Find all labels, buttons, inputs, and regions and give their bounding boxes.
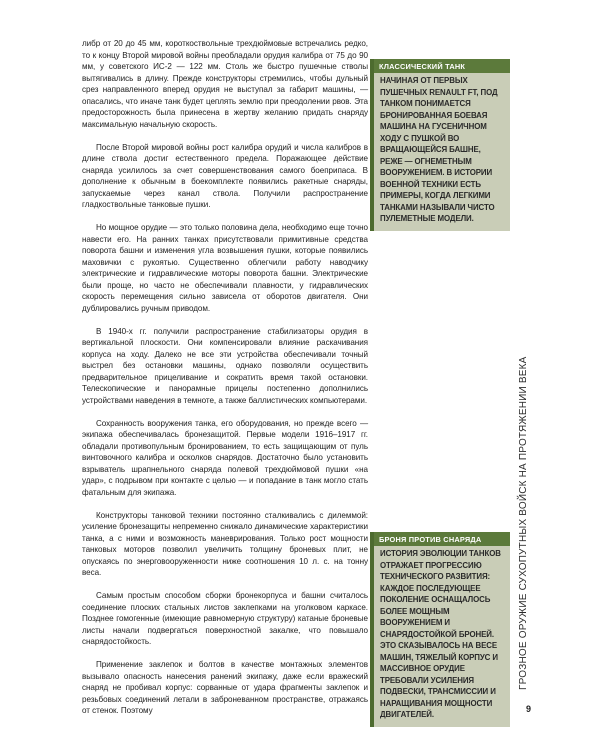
- paragraph-6: Конструкторы танковой техники постоянно сталкивались с дилеммой: усиление бронезащиты непременно снижало динамические характеристики танка, а с ними и возможность маневрирования. Только рост мощности танковых моторов позволил увеличить толщину броневых плит, не опускаясь по энерговооруженности ниже соотношения 10 л. с. на тонну веса.: [82, 510, 368, 577]
- paragraph-2: После Второй мировой войны рост калибра орудий и числа калибров в длине ствола достиг естественного предела. Поражающее действие снаряда усилилось за счет совершенствования самого боеприпаса. В дополнение к обычным в боекомплекте появились ракетные снаряды, запускаемые через канал ствола. Получили распространение гладкоствольные танковые пушки.: [82, 142, 368, 209]
- sidebar-box-classic-tank: [370, 59, 510, 231]
- sidebar-box-body: ИСТОРИЯ ЭВОЛЮЦИИ ТАНКОВ ОТРАЖАЕТ ПРОГРЕССИЮ ТЕХНИЧЕСКОГО РАЗВИТИЯ: КАЖДОЕ ПОСЛЕДУЮЩЕЕ ПОКОЛЕНИЕ ОСНАЩАЛОСЬ БОЛЕЕ МОЩНЫМ ВООРУЖЕНИЕМ И СНАРЯДОСТОЙКОЙ БРОНЕЙ. ЭТО СКАЗЫВАЛОСЬ НА ВЕСЕ МАШИН, ТЯЖЕЛЫЙ КОРПУС И МАССИВНОЕ ОРУДИЕ ТРЕБОВАЛИ УСИЛЕНИЯ ПОДВЕСКИ, ТРАНСМИССИИ И НАРАЩИВАНИЯ МОЩНОСТИ ДВИГАТЕЛЕЙ.: [380, 549, 501, 719]
- paragraph-8: Применение заклепок и болтов в качестве монтажных элементов вызывало опасность нанесения ранений экипажу, даже если вражеский снаряд не пробивал корпус: сорванные от удара фрагменты заклепок и резьбовых соединений летали в заброневанном пространстве, отражаясь от стенок. Поэтому: [82, 660, 368, 715]
- paragraph-3: Но мощное орудие — это только половина дела, необходимо еще точно навести его. На ранних танках присутствовали примитивные средства поворота башни и изменения угла возвышения пушки, которые появились маховички с рукоятью. Существенно облегчили работу наводчику электрические и гидравлические моторы поворота башни. Электрические были проще, но часто не обеспечивали плавности, у гидравлических скорость перемещения сильно зависела от оборотов двигателя. Они дублировались ручным приводом.: [82, 223, 368, 313]
- running-title: ГРОЗНОЕ ОРУЖИЕ СУХОПУТНЫХ ВОЙСК НА ПРОТЯЖЕНИИ ВЕКА: [518, 356, 529, 690]
- sidebar-box-armor-vs-shell: [370, 532, 510, 727]
- paragraph-7: Самым простым способом сборки бронекорпуса и башни считалось соединение плоских стальных листов заклепками на уголковом каркасе. Позднее гомогенные (имеющие равномерную структуру) катаные броневые листы начали подвергаться поверхностной закалке, что повышало снарядостойкость.: [82, 591, 368, 646]
- sidebar-box-title: КЛАССИЧЕСКИЙ ТАНК: [374, 59, 510, 73]
- paragraph-1: либр от 20 до 45 мм, короткоствольные трехдюймовые встречались редко, то к концу Второй мировой войны преобладали орудия калибра от 75 до 90 мм, у советского ИС-2 — 122 мм. Столь же быстро пушечные стволы вытягивались в длину. Прежде конструкторы стремились, чтобы дульный срез направленного вперед орудия не выступал за габарит машины, — опасались, что иначе танк будет цеплять землю при преодолении рвов. Эта предосторожность была принесена в жертву желанию придать снаряду максимальную начальную скорость.: [82, 39, 368, 129]
- page-number: 9: [526, 704, 532, 714]
- paragraph-4: В 1940-х гг. получили распространение стабилизаторы орудия в вертикальной плоскости. Они компенсировали влияние раскачивания корпуса на ходу. Далеко не все эти устройства обеспечивали точный выстрел без остановки машины, однако позволяли осуществить предварительное прицеливание и сократить время такой остановки. Телескопические и панорамные прицелы постепенно дополнились устройствами наведения в темноте, а также баллистических компьютерами.: [82, 326, 368, 405]
- paragraph-5: Сохранность вооружения танка, его оборудования, но прежде всего — экипажа обеспечивалась бронезащитой. Первые модели 1916–1917 гг. обладали противопульным бронированием, то есть защищающим от пуль винтовочного калибра и осколков снарядов. Достаточно было установить взрыватель шрапнельного снаряда полевой трехдюймовой пушки «на удар», с подрывом при контакте с целью — и попадание в танк могло стать фатальным для экипажа.: [82, 418, 368, 497]
- main-text-column: [82, 38, 368, 728]
- sidebar-box-title: БРОНЯ ПРОТИВ СНАРЯДА: [374, 532, 510, 546]
- sidebar-box-body: НАЧИНАЯ ОТ ПЕРВЫХ ПУШЕЧНЫХ RENAULT FT, ПОД ТАНКОМ ПОНИМАЕТСЯ БРОНИРОВАННАЯ БОЕВАЯ МАШИНА НА ГУСЕНИЧНОМ ХОДУ С ПУШКОЙ ВО ВРАЩАЮЩЕЙСЯ БАШНЕ, РЕЖЕ — ОГНЕМЕТНЫМ ВООРУЖЕНИЕМ. В ИСТОРИИ ВОЕННОЙ ТЕХНИКИ ЕСТЬ ПРИМЕРЫ, КОГДА ЛЕГКИМИ ТАНКАМИ НАЗЫВАЛИ ЧИСТО ПУЛЕМЕТНЫЕ МОДЕЛИ.: [380, 76, 498, 223]
